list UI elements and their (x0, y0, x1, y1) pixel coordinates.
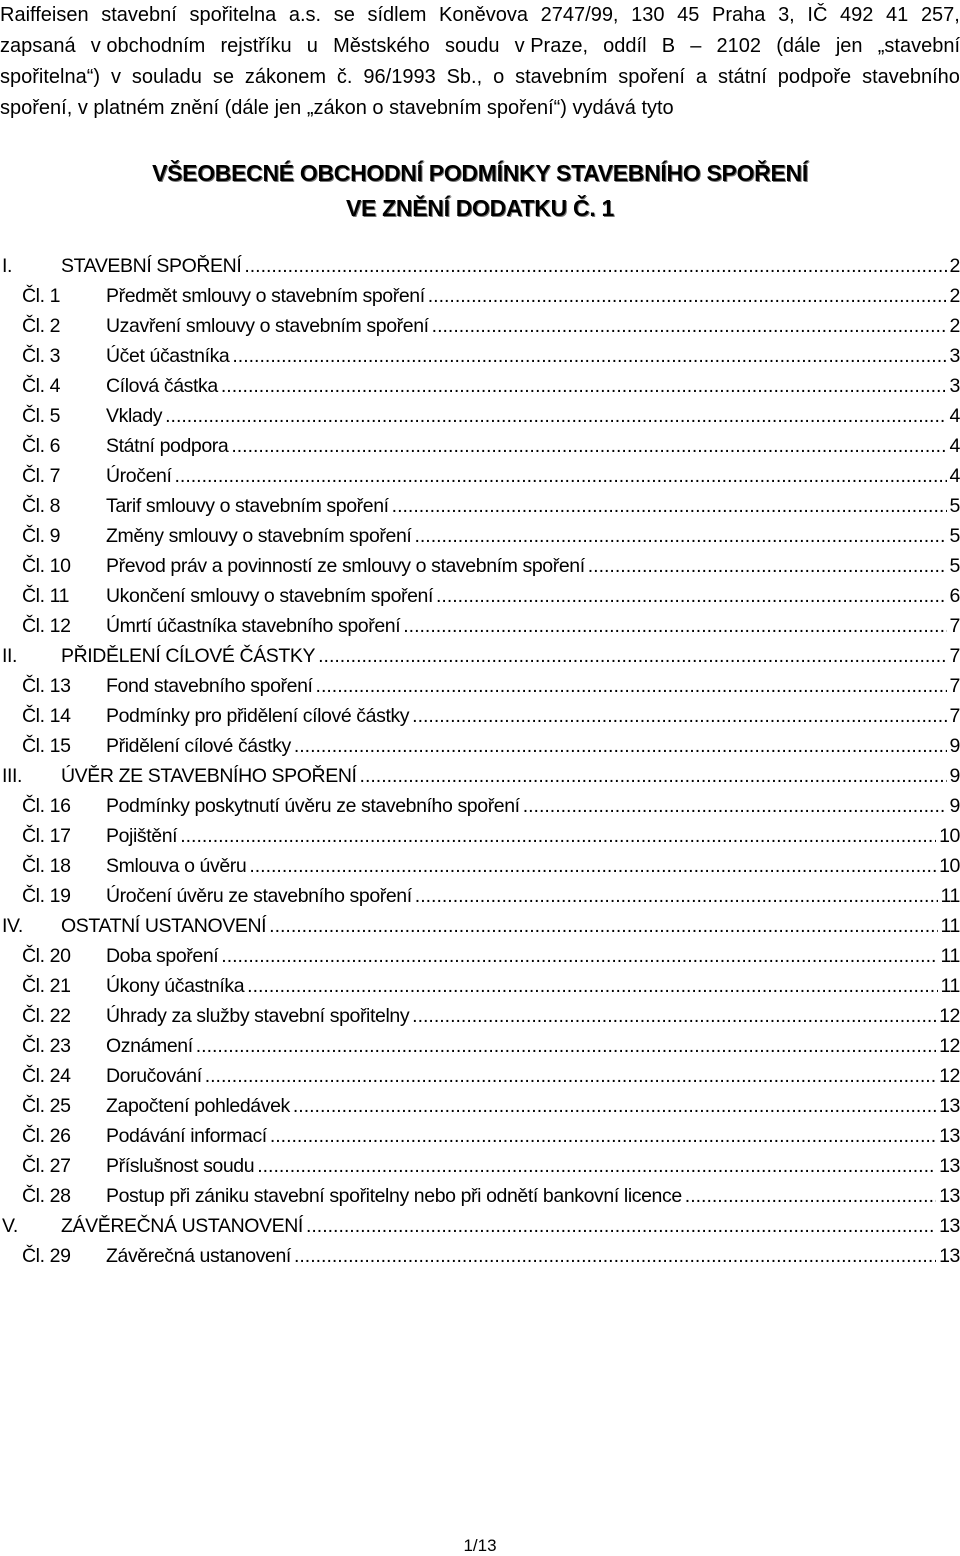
toc-label: ÚVĚR ZE STAVEBNÍHO SPOŘENÍ (61, 765, 357, 787)
toc-entry (106, 461, 960, 491)
toc-leader-dots (436, 581, 947, 611)
toc-entry (106, 401, 960, 431)
intro-word: a.s. (288, 4, 322, 26)
toc-article-row[interactable] (0, 1031, 960, 1061)
intro-word: spořitelna (189, 4, 277, 26)
intro-line-3 (0, 62, 960, 93)
toc-label: Změny smlouvy o stavebním spoření (106, 525, 412, 547)
toc-label: Cílová částka (106, 375, 218, 397)
intro-word: „stavební (877, 35, 960, 57)
toc-number: Čl. 6 (22, 435, 61, 457)
toc-page-number: 2 (949, 285, 960, 307)
toc-leader-dots (403, 611, 946, 641)
toc-entry (106, 1031, 960, 1061)
toc-leader-dots (257, 1151, 936, 1181)
intro-word: spořitelna“) (0, 66, 101, 88)
toc-entry (106, 941, 960, 971)
intro-word: Praha (712, 4, 766, 26)
toc-leader-dots (205, 1061, 936, 1091)
intro-word: zákonem (244, 66, 327, 88)
toc-entry (106, 1181, 960, 1211)
toc-leader-dots (249, 851, 936, 881)
intro-line-1 (0, 0, 960, 31)
toc-label: ZÁVĚREČNÁ USTANOVENÍ (61, 1215, 303, 1237)
toc-label: Úročení (106, 465, 172, 487)
toc-leader-dots (247, 971, 937, 1001)
toc-label: PŘIDĚLENÍ CÍLOVÉ ČÁSTKY (61, 645, 316, 667)
toc-leader-dots (316, 671, 947, 701)
toc-article-row[interactable] (0, 371, 960, 401)
toc-leader-dots (318, 641, 946, 671)
toc-entry (106, 881, 960, 911)
toc-article-row[interactable] (0, 671, 960, 701)
toc-entry (106, 1001, 960, 1031)
intro-word: Sb., (446, 66, 483, 88)
toc-page-number: 5 (949, 495, 960, 517)
toc-article-row[interactable] (0, 941, 960, 971)
toc-page-number: 12 (939, 1065, 960, 1087)
toc-page-number: 12 (939, 1005, 960, 1027)
toc-entry (106, 1091, 960, 1121)
toc-article-row[interactable] (0, 791, 960, 821)
intro-word: Městského (333, 35, 430, 57)
intro-word: a (695, 66, 708, 88)
toc-page-number: 13 (939, 1215, 960, 1237)
toc-label: Úmrtí účastníka stavebního spoření (106, 615, 401, 637)
toc-number: Čl. 29 (22, 1245, 71, 1267)
toc-page-number: 13 (939, 1185, 960, 1207)
toc-number: Čl. 3 (22, 345, 61, 367)
toc-label: Doručování (106, 1065, 202, 1087)
toc-number: Čl. 26 (22, 1125, 71, 1147)
toc-entry (106, 521, 960, 551)
toc-article-row[interactable] (0, 581, 960, 611)
toc-leader-dots (306, 1211, 936, 1241)
intro-word: rejstříku (220, 35, 292, 57)
intro-word: 130 (631, 4, 665, 26)
toc-leader-dots (412, 701, 946, 731)
toc-section-row[interactable] (0, 641, 960, 671)
toc-number: Čl. 5 (22, 405, 61, 427)
toc-number: Čl. 2 (22, 315, 61, 337)
toc-section-row[interactable] (0, 1211, 960, 1241)
toc-label: Převod práv a povinností ze smlouvy o stavebním spoření (106, 555, 585, 577)
toc-label: Úročení úvěru ze stavebního spoření (106, 885, 412, 907)
toc-entry (106, 701, 960, 731)
intro-word: souladu (131, 66, 202, 88)
toc-article-row[interactable] (0, 521, 960, 551)
toc-entry (106, 791, 960, 821)
toc-page-number: 9 (949, 765, 960, 787)
intro-line-4: spoření, v platném znění (dále jen „zákon o stavebním spoření“) vydává tyto (0, 97, 674, 119)
toc-number: II. (2, 645, 18, 667)
intro-word: jen (835, 35, 863, 57)
toc-leader-dots (360, 761, 947, 791)
toc-page-number: 5 (949, 525, 960, 547)
toc-label: OSTATNÍ USTANOVENÍ (61, 915, 267, 937)
toc-entry (106, 551, 960, 581)
intro-word: v (110, 66, 121, 88)
toc-label: Účet účastníka (106, 345, 230, 367)
toc-label: Tarif smlouvy o stavebním spoření (106, 495, 389, 517)
toc-article-row[interactable] (0, 821, 960, 851)
toc-entry (61, 1211, 960, 1241)
table-of-contents (0, 251, 960, 1271)
toc-entry (61, 251, 960, 281)
toc-number: V. (2, 1215, 18, 1237)
intro-word: 45 (677, 4, 700, 26)
intro-word: 257, (920, 4, 960, 26)
toc-page-number: 11 (940, 885, 960, 907)
toc-label: Ukončení smlouvy o stavebním spoření (106, 585, 434, 607)
toc-label: Podávání informací (106, 1125, 267, 1147)
toc-page-number: 4 (949, 465, 960, 487)
intro-word: stavebním (515, 66, 608, 88)
toc-leader-dots (232, 341, 946, 371)
toc-page-number: 13 (939, 1125, 960, 1147)
toc-page-number: 3 (949, 345, 960, 367)
intro-word: – (690, 35, 702, 57)
intro-word: (dále (776, 35, 821, 57)
toc-entry (106, 731, 960, 761)
toc-number: Čl. 12 (22, 615, 71, 637)
intro-word: 492 (840, 4, 874, 26)
toc-article-row[interactable] (0, 851, 960, 881)
toc-label: Pojištění (106, 825, 178, 847)
intro-word: stavebního (862, 66, 960, 88)
toc-label: Uzavření smlouvy o stavebním spoření (106, 315, 429, 337)
toc-number: Čl. 11 (22, 585, 70, 607)
toc-leader-dots (415, 881, 938, 911)
toc-page-number: 11 (940, 915, 960, 937)
toc-entry (106, 1061, 960, 1091)
toc-number: Čl. 9 (22, 525, 61, 547)
toc-page-number: 2 (949, 255, 960, 277)
toc-page-number: 13 (939, 1245, 960, 1267)
toc-article-row[interactable] (0, 1061, 960, 1091)
intro-word: sídlem (367, 4, 427, 26)
intro-word: 2102 (716, 35, 762, 57)
toc-entry (106, 431, 960, 461)
intro-word: u (306, 35, 318, 57)
intro-line-2 (0, 31, 960, 62)
toc-entry (106, 611, 960, 641)
intro-word: Raiffeisen (0, 4, 89, 26)
toc-leader-dots (196, 1031, 936, 1061)
toc-leader-dots (432, 311, 947, 341)
toc-section-row[interactable] (0, 911, 960, 941)
toc-entry (106, 341, 960, 371)
intro-word: stavební (101, 4, 177, 26)
toc-entry (106, 581, 960, 611)
toc-article-row[interactable] (0, 491, 960, 521)
toc-leader-dots (588, 551, 947, 581)
toc-number: Čl. 24 (22, 1065, 71, 1087)
toc-leader-dots (165, 401, 946, 431)
toc-leader-dots (392, 491, 947, 521)
toc-entry (106, 671, 960, 701)
toc-label: Oznámení (106, 1035, 193, 1057)
toc-entry (61, 911, 960, 941)
toc-entry (106, 311, 960, 341)
intro-word: 96/1993 (363, 66, 436, 88)
toc-article-row[interactable] (0, 401, 960, 431)
toc-entry (106, 1151, 960, 1181)
toc-entry (106, 491, 960, 521)
toc-label: Doba spoření (106, 945, 219, 967)
toc-leader-dots (428, 281, 947, 311)
toc-label: Vklady (106, 405, 163, 427)
toc-page-number: 9 (949, 735, 960, 757)
toc-leader-dots (174, 461, 946, 491)
toc-page-number: 6 (949, 585, 960, 607)
toc-page-number: 7 (949, 675, 960, 697)
toc-article-row[interactable] (0, 1241, 960, 1271)
intro-word: se (333, 4, 355, 26)
toc-number: Čl. 28 (22, 1185, 71, 1207)
toc-label: Podmínky pro přidělení cílové částky (106, 705, 410, 727)
toc-article-row[interactable] (0, 551, 960, 581)
intro-word: v obchodním (90, 35, 206, 57)
toc-number: Čl. 15 (22, 735, 71, 757)
toc-leader-dots (414, 521, 946, 551)
toc-article-row[interactable] (0, 311, 960, 341)
intro-word: 2747/99, (540, 4, 619, 26)
toc-leader-dots (294, 731, 947, 761)
toc-number: Čl. 25 (22, 1095, 71, 1117)
toc-number: Čl. 20 (22, 945, 71, 967)
intro-word: o (493, 66, 505, 88)
toc-page-number: 4 (949, 405, 960, 427)
toc-label: Smlouva o úvěru (106, 855, 247, 877)
toc-entry (106, 851, 960, 881)
toc-article-row[interactable] (0, 281, 960, 311)
toc-number: Čl. 10 (22, 555, 71, 577)
toc-label: Fond stavebního spoření (106, 675, 313, 697)
toc-number: Čl. 27 (22, 1155, 71, 1177)
toc-entry (106, 371, 960, 401)
toc-leader-dots (294, 1241, 936, 1271)
intro-word: v Praze, (514, 35, 588, 57)
intro-word: IČ (807, 4, 828, 26)
toc-label: Předmět smlouvy o stavebním spoření (106, 285, 425, 307)
toc-page-number: 13 (939, 1155, 960, 1177)
toc-number: Čl. 4 (22, 375, 61, 397)
toc-number: Čl. 19 (22, 885, 71, 907)
toc-label: Úkony účastníka (106, 975, 245, 997)
toc-article-row[interactable] (0, 881, 960, 911)
toc-page-number: 4 (949, 435, 960, 457)
toc-leader-dots (412, 1001, 936, 1031)
intro-word: č. (336, 66, 353, 88)
toc-page-number: 7 (949, 615, 960, 637)
toc-leader-dots (270, 1121, 936, 1151)
intro-word: 41 (886, 4, 909, 26)
toc-number: Čl. 14 (22, 705, 71, 727)
document-subtitle: VE ZNĚNÍ DODATKU Č. 1 (345, 195, 615, 221)
toc-article-row[interactable] (0, 731, 960, 761)
toc-number: Čl. 17 (22, 825, 71, 847)
toc-page-number: 10 (939, 825, 960, 847)
toc-label: Příslušnost soudu (106, 1155, 255, 1177)
toc-page-number: 7 (949, 645, 960, 667)
toc-article-row[interactable] (0, 971, 960, 1001)
toc-article-row[interactable] (0, 701, 960, 731)
intro-word: 3, (778, 4, 795, 26)
toc-article-row[interactable] (0, 611, 960, 641)
toc-number: Čl. 7 (22, 465, 61, 487)
toc-leader-dots (523, 791, 947, 821)
toc-entry (61, 641, 960, 671)
intro-word: B (661, 35, 676, 57)
toc-article-row[interactable] (0, 1151, 960, 1181)
toc-number: Čl. 22 (22, 1005, 71, 1027)
toc-number: Čl. 13 (22, 675, 71, 697)
toc-section-row[interactable] (0, 251, 960, 281)
toc-number: Čl. 16 (22, 795, 71, 817)
toc-leader-dots (221, 371, 947, 401)
toc-page-number: 10 (939, 855, 960, 877)
toc-entry (106, 821, 960, 851)
toc-entry (106, 1121, 960, 1151)
toc-article-row[interactable] (0, 461, 960, 491)
toc-entry (106, 281, 960, 311)
intro-word: Koněvova (439, 4, 528, 26)
toc-page-number: 2 (949, 315, 960, 337)
toc-label: Započtení pohledávek (106, 1095, 290, 1117)
toc-label: Úhrady za služby stavební spořitelny (106, 1005, 410, 1027)
toc-page-number: 9 (949, 795, 960, 817)
toc-entry (106, 1241, 960, 1271)
toc-page-number: 11 (940, 945, 960, 967)
intro-word: oddíl (603, 35, 647, 57)
intro-word: státní (717, 66, 767, 88)
intro-word: soudu (444, 35, 500, 57)
toc-page-number: 3 (949, 375, 960, 397)
toc-number: III. (2, 765, 23, 787)
page-number: 1/13 (463, 1536, 497, 1555)
toc-label: Přidělení cílové částky (106, 735, 291, 757)
toc-label: Podmínky poskytnutí úvěru ze stavebního spoření (106, 795, 520, 817)
toc-label: Závěrečná ustanovení (106, 1245, 291, 1267)
toc-number: I. (2, 255, 13, 277)
toc-leader-dots (221, 941, 937, 971)
toc-number: Čl. 23 (22, 1035, 71, 1057)
toc-article-row[interactable] (0, 1091, 960, 1121)
toc-entry (106, 971, 960, 1001)
document-title: VŠEOBECNÉ OBCHODNÍ PODMÍNKY STAVEBNÍHO SPOŘENÍ (152, 160, 808, 186)
toc-label: STAVEBNÍ SPOŘENÍ (61, 255, 242, 277)
toc-page-number: 12 (939, 1035, 960, 1057)
toc-number: IV. (2, 915, 23, 937)
intro-word: podpoře (777, 66, 852, 88)
toc-article-row[interactable] (0, 431, 960, 461)
toc-number: Čl. 1 (22, 285, 61, 307)
toc-page-number: 7 (949, 705, 960, 727)
toc-page-number: 13 (939, 1095, 960, 1117)
toc-leader-dots (180, 821, 936, 851)
toc-label: Postup při zániku stavební spořitelny nebo při odnětí bankovní licence (106, 1185, 682, 1207)
toc-leader-dots (685, 1181, 936, 1211)
toc-leader-dots (231, 431, 946, 461)
toc-leader-dots (293, 1091, 936, 1121)
intro-paragraph (0, 0, 960, 124)
toc-number: Čl. 18 (22, 855, 71, 877)
intro-word: spoření (618, 66, 685, 88)
toc-page-number: 5 (949, 555, 960, 577)
toc-article-row[interactable] (0, 341, 960, 371)
toc-article-row[interactable] (0, 1001, 960, 1031)
intro-word: zapsaná (0, 35, 76, 57)
toc-article-row[interactable] (0, 1121, 960, 1151)
toc-section-row[interactable] (0, 761, 960, 791)
toc-number: Čl. 8 (22, 495, 61, 517)
intro-word: se (212, 66, 234, 88)
toc-page-number: 11 (940, 975, 960, 997)
toc-article-row[interactable] (0, 1181, 960, 1211)
toc-entry (61, 761, 960, 791)
toc-number: Čl. 21 (22, 975, 71, 997)
toc-leader-dots (269, 911, 937, 941)
toc-leader-dots (244, 251, 946, 281)
toc-label: Státní podpora (106, 435, 229, 457)
